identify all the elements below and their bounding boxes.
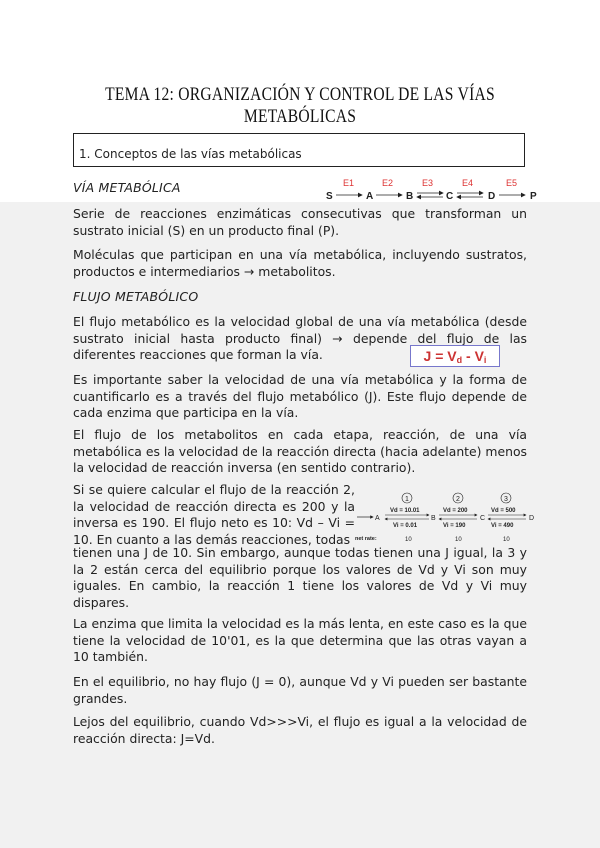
pathway-enzyme: E5 bbox=[506, 178, 518, 188]
page-title: TEMA 12: ORGANIZACIÓN Y CONTROL DE LAS VÍAS METABÓLICAS bbox=[105, 84, 495, 127]
reaction-step-number: 2 bbox=[456, 496, 460, 503]
reaction-node: D bbox=[529, 515, 535, 522]
equation-lhs: J = V bbox=[423, 348, 457, 364]
pathway-node: B bbox=[406, 191, 414, 202]
pathway-enzyme: E4 bbox=[462, 178, 474, 188]
reaction-flux-diagram bbox=[355, 490, 540, 546]
heading-via-metabolica: VÍA METABÓLICA bbox=[73, 180, 181, 195]
pathway-node: A bbox=[366, 191, 374, 202]
net-rate-value: 10 bbox=[405, 537, 412, 543]
reaction-vd: Vd = 10.01 bbox=[390, 508, 420, 514]
via-paragraph-2: Moléculas que participan en una vía metabólica, incluyendo sustratos, productos e intermediarios → metabolitos. bbox=[73, 247, 527, 279]
reaction-node: C bbox=[480, 515, 486, 522]
reaction-step-number: 3 bbox=[504, 496, 508, 503]
flujo-paragraph-1: El flujo metabólico es la velocidad global de una vía metabólica (desde sustrato inicial hasta producto final) → depende del flujo de las diferentes reacciones que forman la vía. bbox=[73, 314, 527, 362]
net-rate-value: 10 bbox=[455, 537, 462, 543]
flujo-paragraph-5: La enzima que limita la velocidad es la más lenta, en este caso es la que tiene la velocidad de 10'01, es la que determina que las otras vayan a 10 también. bbox=[73, 616, 527, 664]
reaction-node: B bbox=[431, 515, 436, 522]
pathway-enzyme: E1 bbox=[343, 178, 355, 188]
pathway-node: P bbox=[530, 191, 537, 202]
pathway-node: C bbox=[446, 191, 454, 202]
equation-sub-d: d bbox=[456, 355, 463, 365]
flujo-paragraph-4b: tienen una J de 10. Sin embargo, aunque todas tienen una J igual, la 3 y la 2 están cerca del equilibrio porque los valores de Vd y Vi son muy iguales. En cambio, la reacción 1 tiene los valores de Vd y Vi muy dispares. bbox=[73, 545, 527, 610]
equation-sub-i: i bbox=[483, 355, 487, 365]
reaction-vd: Vd = 200 bbox=[443, 508, 468, 514]
reaction-vd: Vd = 500 bbox=[491, 508, 516, 514]
reaction-node: A bbox=[375, 515, 380, 522]
heading-flujo-metabolico: FLUJO METABÓLICO bbox=[73, 289, 199, 304]
pathway-enzyme: E3 bbox=[422, 178, 434, 188]
flujo-paragraph-3: El flujo de los metabolitos en cada etapa, reacción, de una vía metabólica es la velocidad de la reacción directa (hacia adelante) menos la velocidad de reacción inversa (en sentido contrario). bbox=[73, 427, 528, 475]
via-paragraph-1: Serie de reacciones enzimáticas consecutivas que transforman un sustrato inicial (S) en un producto final (P). bbox=[73, 206, 527, 238]
reaction-step-number: 1 bbox=[405, 496, 409, 503]
net-rate-value: 10 bbox=[503, 537, 510, 543]
flujo-paragraph-7: Lejos del equilibrio, cuando Vd>>>Vi, el flujo es igual a la velocidad de reacción directa: J=Vd. bbox=[73, 714, 527, 746]
section-title: 1. Conceptos de las vías metabólicas bbox=[79, 147, 302, 161]
flujo-paragraph-6: En el equilibrio, no hay flujo (J = 0), aunque Vd y Vi pueden ser bastante grandes. bbox=[73, 674, 527, 706]
pathway-node: S bbox=[326, 191, 333, 202]
pathway-enzyme: E2 bbox=[382, 178, 394, 188]
reaction-vi: Vi = 490 bbox=[491, 523, 514, 529]
flujo-paragraph-4a: Si se quiere calcular el flujo de la reacción 2, la velocidad de reacción directa es 200 y la inversa es 190. El flujo neto es 10: Vd – Vi = 10. En cuanto a las demás reacciones, todas bbox=[73, 482, 355, 547]
equation-mid: - V bbox=[462, 348, 484, 364]
flujo-paragraph-2: Es importante saber la velocidad de una vía metabólica y la forma de cuantificarlo es a través del flujo metabólico (J). Este flujo depende de cada enzima que participa en la vía. bbox=[73, 372, 527, 420]
pathway-diagram bbox=[318, 174, 548, 202]
pathway-node: D bbox=[488, 191, 496, 202]
reaction-vi: Vi = 0.01 bbox=[393, 523, 418, 529]
flux-equation bbox=[410, 345, 500, 367]
section-title-box bbox=[73, 133, 525, 167]
reaction-vi: Vi = 190 bbox=[443, 523, 466, 529]
net-rate-label: net rate: bbox=[355, 536, 377, 542]
